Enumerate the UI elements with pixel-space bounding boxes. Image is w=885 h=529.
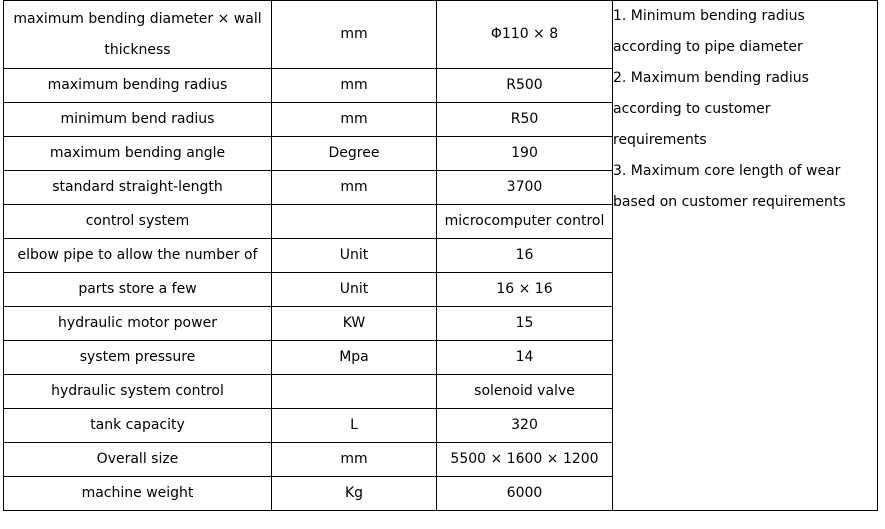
value-cell: microcomputer control xyxy=(437,205,613,239)
value-cell: 15 xyxy=(437,307,613,341)
note-line: 3. Maximum core length of wear xyxy=(613,163,841,179)
parameter-cell: system pressure xyxy=(4,341,272,375)
unit-cell: L xyxy=(272,409,437,443)
value-cell: Φ110 × 8 xyxy=(437,1,613,69)
unit-cell: mm xyxy=(272,443,437,477)
unit-cell: mm xyxy=(272,1,437,69)
unit-cell: mm xyxy=(272,103,437,137)
note-line: 1. Minimum bending radius xyxy=(613,8,805,24)
unit-cell: Mpa xyxy=(272,341,437,375)
value-cell: 3700 xyxy=(437,171,613,205)
spec-table xyxy=(3,0,878,511)
parameter-cell: standard straight-length xyxy=(4,171,272,205)
parameter-cell: hydraulic motor power xyxy=(4,307,272,341)
parameter-cell: hydraulic system control xyxy=(4,375,272,409)
parameter-cell: tank capacity xyxy=(4,409,272,443)
table-row xyxy=(4,1,878,69)
parameter-cell: Overall size xyxy=(4,443,272,477)
value-cell: 14 xyxy=(437,341,613,375)
parameter-cell: elbow pipe to allow the number of xyxy=(4,239,272,273)
parameter-cell: parts store a few xyxy=(4,273,272,307)
unit-cell: Unit xyxy=(272,239,437,273)
value-cell: 6000 xyxy=(437,477,613,511)
unit-cell: KW xyxy=(272,307,437,341)
parameter-cell: maximum bending radius xyxy=(4,69,272,103)
unit-cell: Kg xyxy=(272,477,437,511)
value-cell: R500 xyxy=(437,69,613,103)
unit-cell: mm xyxy=(272,69,437,103)
value-cell: solenoid valve xyxy=(437,375,613,409)
note-line: 2. Maximum bending radius xyxy=(613,70,809,86)
value-cell: 320 xyxy=(437,409,613,443)
unit-cell xyxy=(272,375,437,409)
parameter-cell: maximum bending angle xyxy=(4,137,272,171)
unit-cell: Unit xyxy=(272,273,437,307)
parameter-cell: maximum bending diameter × wall thickness xyxy=(4,1,272,69)
parameter-cell: machine weight xyxy=(4,477,272,511)
notes-cell xyxy=(613,1,878,511)
value-cell: 16 × 16 xyxy=(437,273,613,307)
parameter-cell: control system xyxy=(4,205,272,239)
unit-cell xyxy=(272,205,437,239)
note-line: according to customer xyxy=(613,101,771,117)
note-line: according to pipe diameter xyxy=(613,39,803,55)
note-line: requirements xyxy=(613,132,707,148)
unit-cell: Degree xyxy=(272,137,437,171)
spec-table-body xyxy=(4,1,878,511)
value-cell: 5500 × 1600 × 1200 xyxy=(437,443,613,477)
parameter-cell: minimum bend radius xyxy=(4,103,272,137)
value-cell: 16 xyxy=(437,239,613,273)
value-cell: R50 xyxy=(437,103,613,137)
value-cell: 190 xyxy=(437,137,613,171)
unit-cell: mm xyxy=(272,171,437,205)
note-line: based on customer requirements xyxy=(613,194,846,210)
